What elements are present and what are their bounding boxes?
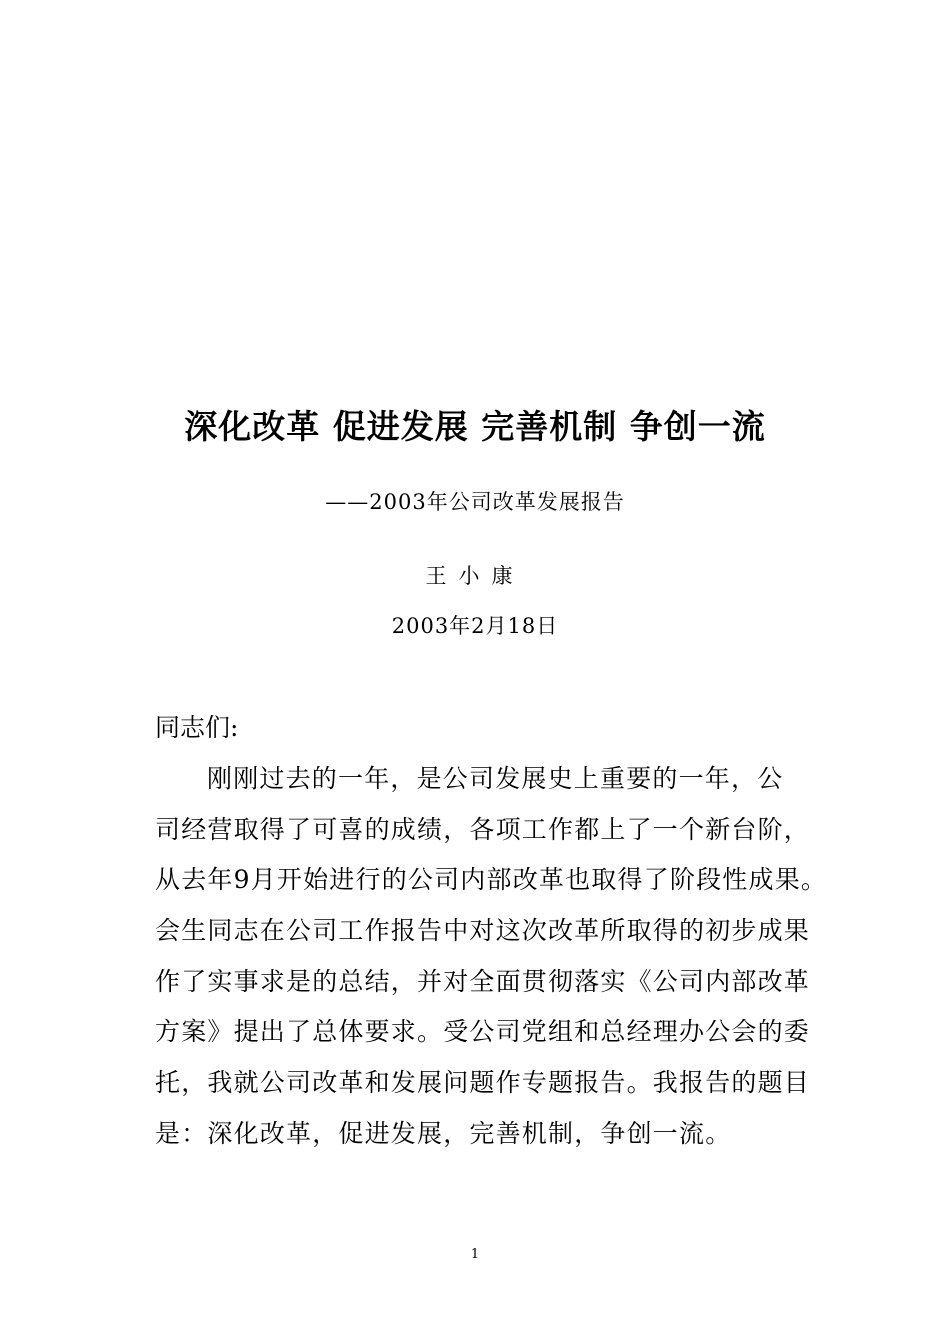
- body-line: 从去年9月开始进行的公司内部改革也取得了阶段性成果。: [155, 865, 828, 895]
- body-line: 司经营取得了可喜的成绩，各项工作都上了一个新台阶，: [155, 814, 811, 844]
- document-subtitle: ——2003年公司改革发展报告: [325, 490, 625, 514]
- body-line: 方案》提出了总体要求。受公司党组和总经理办公会的委: [155, 1017, 811, 1047]
- body-paragraph: [155, 761, 828, 1167]
- salutation: 同志们:: [155, 713, 239, 742]
- page-number: 1: [470, 1247, 480, 1262]
- body-line: 是：深化改革，促进发展，完善机制，争创一流。: [155, 1118, 732, 1148]
- body-line: 刚刚过去的一年，是公司发展史上重要的一年，公: [207, 764, 784, 793]
- report-date: 2003年2月18日: [391, 614, 559, 638]
- document-title: 深化改革 促进发展 完善机制 争创一流: [184, 407, 766, 446]
- body-line: 托，我就公司改革和发展问题作专题报告。我报告的题目: [155, 1068, 811, 1098]
- body-line: 会生同志在公司工作报告中对这次改革所取得的初步成果: [155, 916, 811, 946]
- author-name: 王小康: [425, 564, 525, 588]
- body-line: 作了实事求是的总结，并对全面贯彻落实《公司内部改革: [155, 966, 811, 996]
